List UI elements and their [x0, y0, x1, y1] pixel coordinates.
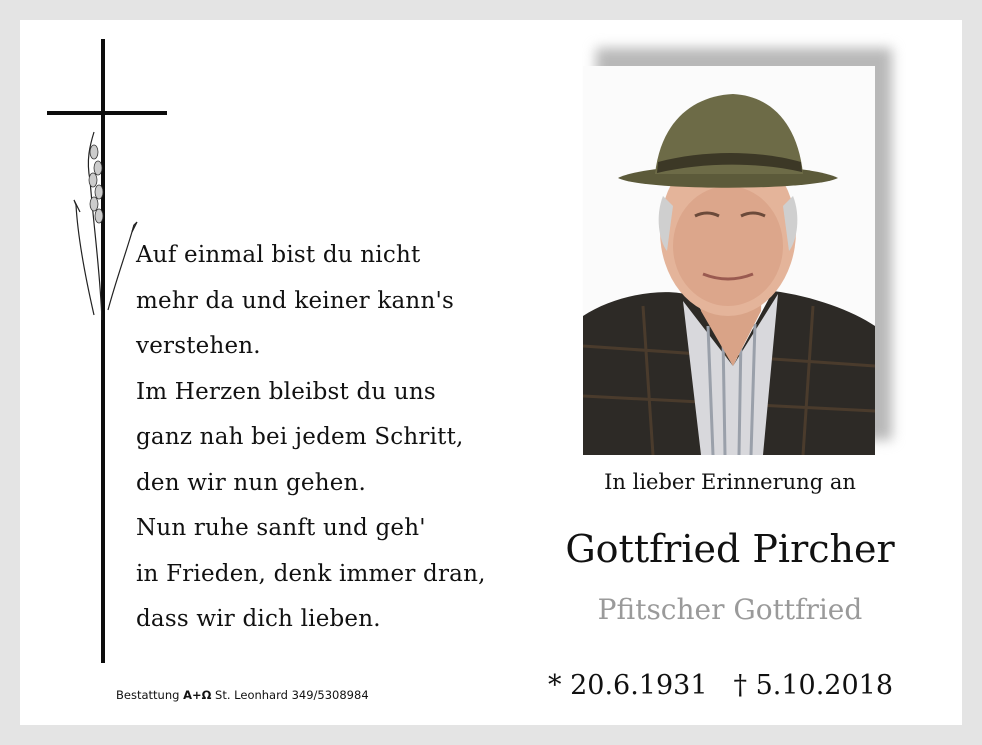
poem-line: Nun ruhe sanft und geh': [136, 515, 426, 541]
life-dates: [548, 670, 948, 701]
obituary-card: [20, 20, 962, 725]
poem-line: ganz nah bei jedem Schritt,: [136, 424, 464, 450]
poem: [136, 233, 496, 643]
poem-line: mehr da und keiner kann's: [136, 287, 454, 314]
poem-line: den wir nun gehen.: [136, 469, 367, 496]
poem-line: in Frieden, denk immer dran,: [136, 560, 486, 587]
poem-line: verstehen.: [136, 333, 261, 359]
poem-line: dass wir dich lieben.: [136, 606, 381, 632]
undertaker-brand: A+Ω: [183, 688, 212, 702]
birth-date: * 20.6.1931: [548, 670, 708, 701]
memory-intro: In lieber Erinnerung an: [604, 470, 856, 494]
portrait-photo: [583, 66, 875, 455]
deceased-name: Gottfried Pircher: [565, 527, 895, 571]
undertaker-prefix: Bestattung: [116, 688, 180, 702]
deceased-alias: Pfitscher Gottfried: [597, 593, 863, 626]
cross-bar: [47, 111, 167, 115]
undertaker-contact: St. Leonhard 349/5308984: [215, 688, 369, 702]
wheat-icon: [72, 120, 142, 320]
undertaker-info: [116, 688, 369, 702]
death-date: † 5.10.2018: [733, 670, 893, 701]
poem-line: Im Herzen bleibst du uns: [136, 378, 436, 405]
poem-line: Auf einmal bist du nicht: [136, 242, 421, 268]
portrait-illustration: [583, 66, 875, 455]
